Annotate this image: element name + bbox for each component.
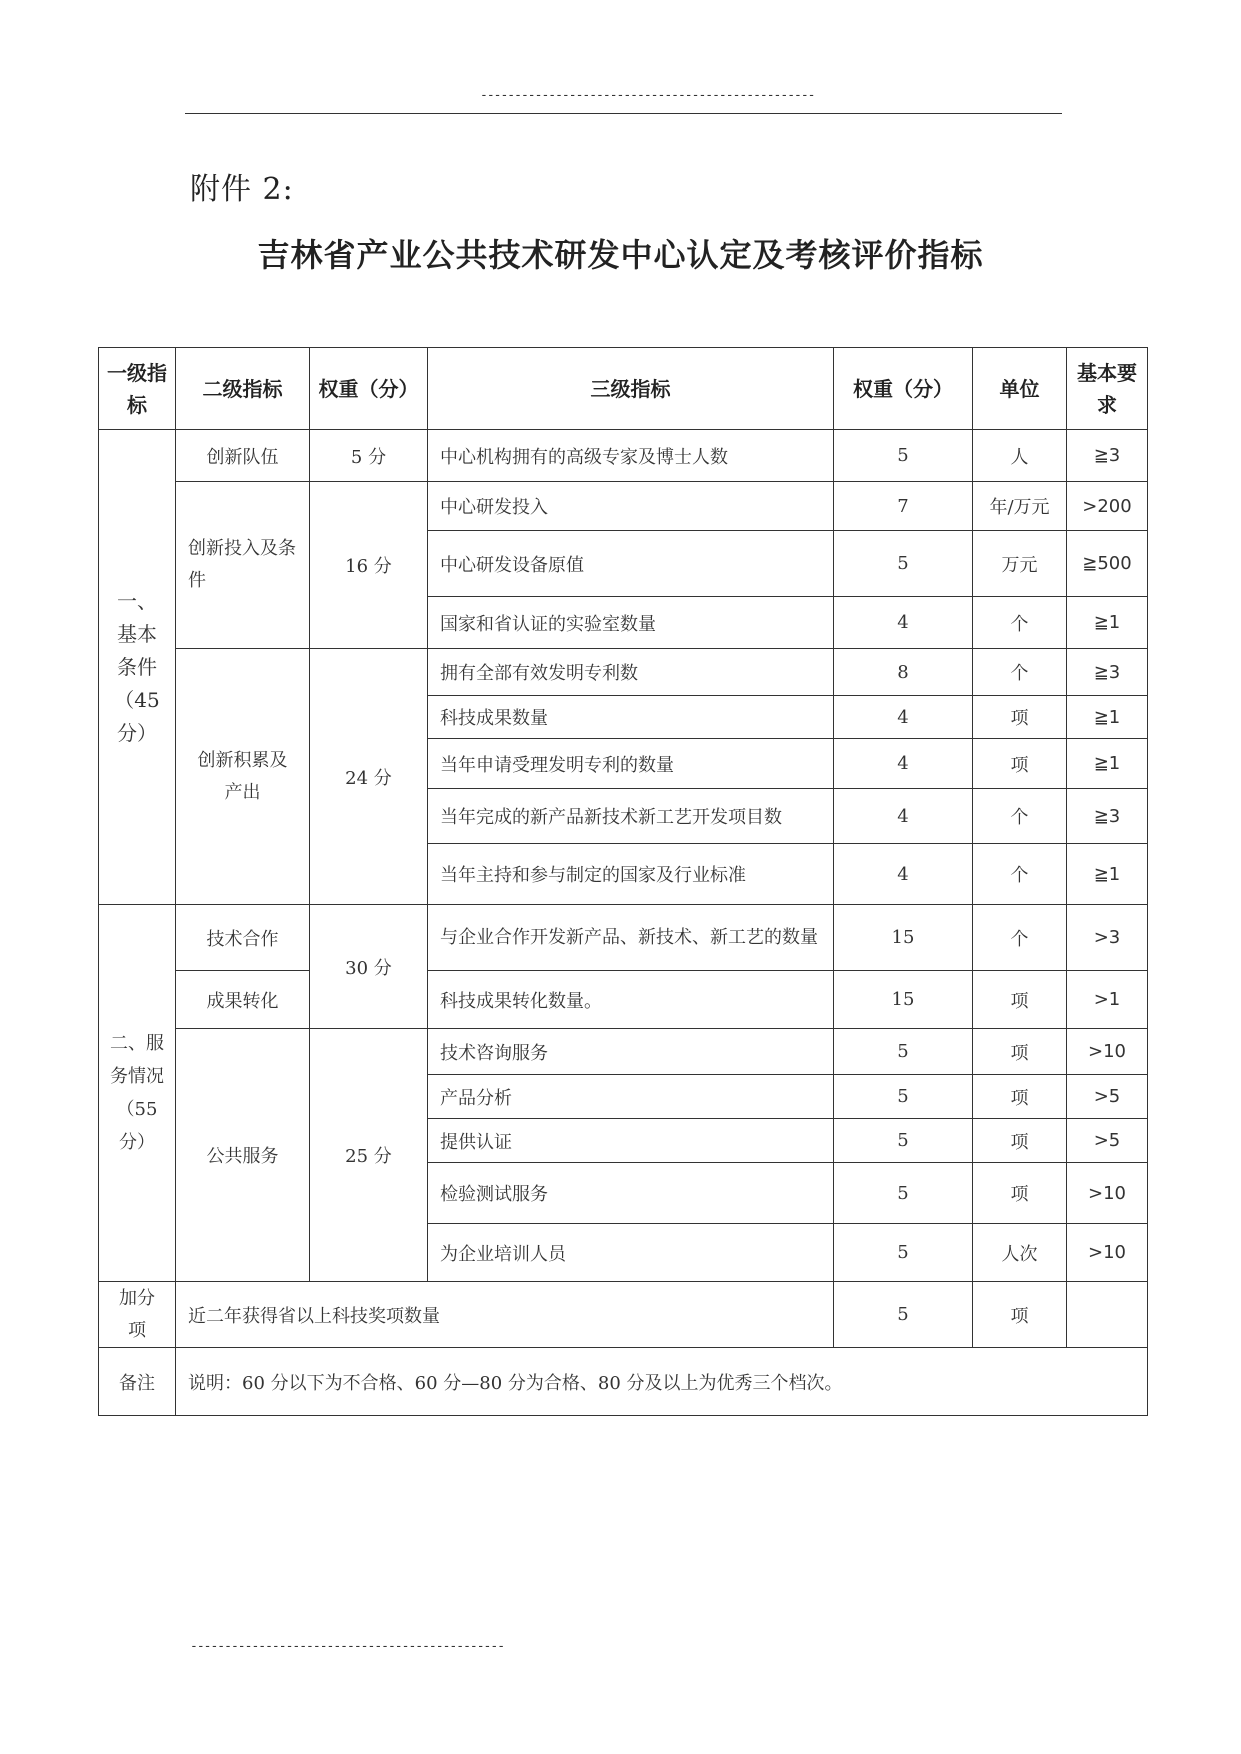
weight2-cell: 16 分: [310, 482, 428, 649]
bonus-requirement: [1067, 1282, 1148, 1348]
weight3-cell: 5: [834, 1075, 973, 1119]
level2-cell: 创新队伍: [176, 430, 310, 482]
level3-cell: 国家和省认证的实验室数量: [428, 597, 834, 649]
weight3-cell: 4: [834, 597, 973, 649]
requirement-cell: >5: [1067, 1119, 1148, 1163]
weight2-cell: 5 分: [310, 430, 428, 482]
unit-cell: 项: [973, 971, 1067, 1029]
requirement-cell: >5: [1067, 1075, 1148, 1119]
table-row: [99, 905, 1148, 971]
requirement-cell: ≧3: [1067, 649, 1148, 696]
unit-cell: 年/万元: [973, 482, 1067, 531]
unit-cell: 个: [973, 649, 1067, 696]
remark-label: 备注: [99, 1348, 176, 1416]
unit-cell: 项: [973, 696, 1067, 739]
bonus-weight: 5: [834, 1282, 973, 1348]
table-header-row: [99, 348, 1148, 430]
header-weight2: 权重（分）: [310, 348, 428, 430]
remark-row: [99, 1348, 1148, 1416]
unit-cell: 项: [973, 1119, 1067, 1163]
weight3-cell: 4: [834, 696, 973, 739]
unit-cell: 项: [973, 1075, 1067, 1119]
level3-cell: 提供认证: [428, 1119, 834, 1163]
level1-service-status: 二、服务情况（55分）: [99, 905, 176, 1282]
requirement-cell: ≧500: [1067, 531, 1148, 597]
table-row: [99, 649, 1148, 696]
header-dash-line: -------------------------------------------------: [480, 88, 815, 103]
level2-cell: 成果转化: [176, 971, 310, 1029]
bonus-text: 近二年获得省以上科技奖项数量: [176, 1282, 834, 1348]
weight3-cell: 5: [834, 1029, 973, 1075]
requirement-cell: ≧1: [1067, 739, 1148, 789]
weight3-cell: 8: [834, 649, 973, 696]
level3-cell: 中心机构拥有的高级专家及博士人数: [428, 430, 834, 482]
weight3-cell: 4: [834, 844, 973, 905]
unit-cell: 项: [973, 739, 1067, 789]
header-level2: 二级指标: [176, 348, 310, 430]
bonus-unit: 项: [973, 1282, 1067, 1348]
level3-cell: 技术咨询服务: [428, 1029, 834, 1075]
weight3-cell: 15: [834, 971, 973, 1029]
unit-cell: 人: [973, 430, 1067, 482]
table-row: [99, 971, 1148, 1029]
level2-cell: 创新投入及条件: [176, 482, 310, 649]
unit-cell: 个: [973, 597, 1067, 649]
header-weight3: 权重（分）: [834, 348, 973, 430]
level3-cell: 科技成果转化数量。: [428, 971, 834, 1029]
weight3-cell: 5: [834, 430, 973, 482]
evaluation-index-table: [98, 347, 1148, 1416]
weight3-cell: 4: [834, 739, 973, 789]
table-row: [99, 430, 1148, 482]
requirement-cell: >200: [1067, 482, 1148, 531]
table-row: [99, 1029, 1148, 1075]
unit-cell: 万元: [973, 531, 1067, 597]
requirement-cell: >3: [1067, 905, 1148, 971]
bonus-label: 加分项: [99, 1282, 176, 1348]
level3-cell: 科技成果数量: [428, 696, 834, 739]
requirement-cell: ≧1: [1067, 844, 1148, 905]
level2-cell: 公共服务: [176, 1029, 310, 1282]
unit-cell: 项: [973, 1163, 1067, 1224]
weight3-cell: 7: [834, 482, 973, 531]
requirement-cell: ≧1: [1067, 597, 1148, 649]
level3-cell: 为企业培训人员: [428, 1224, 834, 1282]
level3-cell: 与企业合作开发新产品、新技术、新工艺的数量: [428, 905, 834, 971]
level3-cell: 拥有全部有效发明专利数: [428, 649, 834, 696]
weight2-cell: 24 分: [310, 649, 428, 905]
weight2-cell: 30 分: [310, 905, 428, 1029]
requirement-cell: >10: [1067, 1224, 1148, 1282]
level2-cell: 技术合作: [176, 905, 310, 971]
footer-dash-line: ----------------------------------------------: [190, 1639, 505, 1654]
weight3-cell: 5: [834, 1163, 973, 1224]
level3-cell: 检验测试服务: [428, 1163, 834, 1224]
header-level1: 一级指标: [99, 348, 176, 430]
level3-cell: 当年主持和参与制定的国家及行业标准: [428, 844, 834, 905]
bonus-row: [99, 1282, 1148, 1348]
weight3-cell: 5: [834, 531, 973, 597]
unit-cell: 人次: [973, 1224, 1067, 1282]
requirement-cell: ≧3: [1067, 430, 1148, 482]
requirement-cell: ≧3: [1067, 789, 1148, 844]
level2-cell: 创新积累及产出: [176, 649, 310, 905]
table-row: [99, 482, 1148, 531]
unit-cell: 个: [973, 905, 1067, 971]
weight3-cell: 5: [834, 1119, 973, 1163]
requirement-cell: >10: [1067, 1163, 1148, 1224]
requirement-cell: >1: [1067, 971, 1148, 1029]
weight3-cell: 15: [834, 905, 973, 971]
header-unit: 单位: [973, 348, 1067, 430]
weight3-cell: 4: [834, 789, 973, 844]
remark-text: 说明：60 分以下为不合格、60 分—80 分为合格、80 分及以上为优秀三个档次。: [176, 1348, 1148, 1416]
weight3-cell: 5: [834, 1224, 973, 1282]
unit-cell: 个: [973, 789, 1067, 844]
level3-cell: 产品分析: [428, 1075, 834, 1119]
level3-cell: 中心研发投入: [428, 482, 834, 531]
requirement-cell: >10: [1067, 1029, 1148, 1075]
header-requirement: 基本要求: [1067, 348, 1148, 430]
header-rule: [185, 113, 1062, 114]
unit-cell: 项: [973, 1029, 1067, 1075]
weight2-cell: 25 分: [310, 1029, 428, 1282]
level1-basic-conditions: 一、基本条件（45分）: [99, 430, 176, 905]
requirement-cell: ≧1: [1067, 696, 1148, 739]
level3-cell: 中心研发设备原值: [428, 531, 834, 597]
level3-cell: 当年完成的新产品新技术新工艺开发项目数: [428, 789, 834, 844]
unit-cell: 个: [973, 844, 1067, 905]
attachment-label: 附件 2:: [190, 172, 294, 207]
header-level3: 三级指标: [428, 348, 834, 430]
document-title: 吉林省产业公共技术研发中心认定及考核评价指标: [257, 236, 984, 274]
level3-cell: 当年申请受理发明专利的数量: [428, 739, 834, 789]
